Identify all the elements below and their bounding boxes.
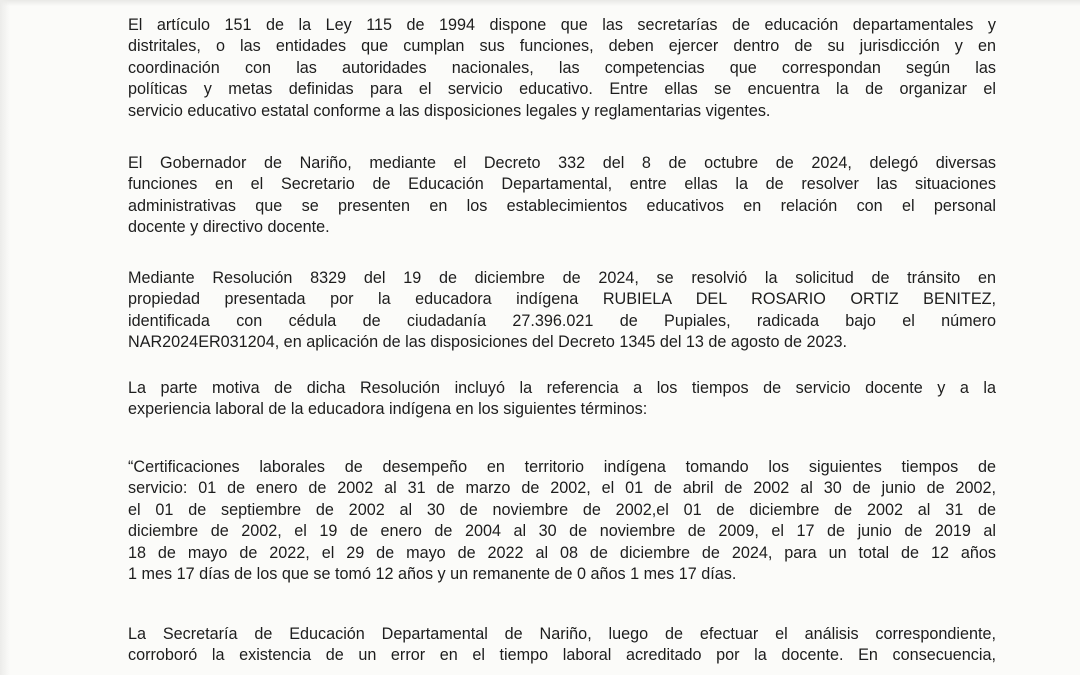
paragraph-ley-115 <box>128 15 996 122</box>
paragraph-decreto-332 <box>128 153 996 239</box>
scan-edge-top <box>0 0 1080 6</box>
text-line: “Certificaciones laborales de desempeño en territorio indígena tomando los siguientes tiempos de <box>128 458 996 476</box>
text-line: El Gobernador de Nariño, mediante el Decreto 332 del 8 de octubre de 2024, delegó diversas <box>128 154 996 172</box>
text-line: el 01 de septiembre de 2002 al 30 de noviembre de 2002,el 01 de diciembre de 2002 al 31 de <box>128 500 996 519</box>
paragraph-secretaria-analisis <box>128 624 996 667</box>
text-line: 1 mes 17 días de los que se tomó 12 años y un remanente de 0 años 1 mes 17 días. <box>128 564 737 583</box>
text-line: políticas y metas definidas para el servicio educativo. Entre ellas se encuentra la de organizar el <box>128 80 996 99</box>
scan-edge-left <box>0 0 10 675</box>
paragraph-cita-certificaciones <box>128 457 996 585</box>
text-line: distritales, o las entidades que cumplan sus funciones, deben ejercer dentro de su jurisdicción y en <box>128 37 996 56</box>
text-line: corroboró la existencia de un error en el tiempo laboral acreditado por la docente. En consecuencia, <box>128 646 996 665</box>
text-line: diciembre de 2002, el 19 de enero de 2004 al 30 de noviembre de 2009, el 17 de junio de 2019 al <box>128 522 996 541</box>
text-line: servicio educativo estatal conforme a las disposiciones legales y reglamentarias vigentes. <box>128 101 771 120</box>
text-line: identificada con cédula de ciudadanía 27.396.021 de Pupiales, radicada bajo el número <box>128 311 996 330</box>
paragraph-parte-motiva <box>128 378 996 421</box>
text-line: NAR2024ER031204, en aplicación de las disposiciones del Decreto 1345 del 13 de agosto de 2023. <box>128 333 848 352</box>
text-line: docente y directivo docente. <box>128 218 330 237</box>
text-line: 18 de mayo de 2022, el 29 de mayo de 2022 al 08 de diciembre de 2024, para un total de 12 años <box>128 543 996 562</box>
text-line: propiedad presentada por la educadora indígena RUBIELA DEL ROSARIO ORTIZ BENITEZ, <box>128 290 996 309</box>
text-line: coordinación con las autoridades nacionales, las competencias que correspondan según las <box>128 58 996 77</box>
text-line: experiencia laboral de la educadora indígena en los siguientes términos: <box>128 400 648 419</box>
text-line: Mediante Resolución 8329 del 19 de diciembre de 2024, se resolvió la solicitud de tránsito en <box>128 269 996 287</box>
text-line: administrativas que se presenten en los establecimientos educativos en relación con el personal <box>128 196 996 215</box>
text-line: El artículo 151 de la Ley 115 de 1994 dispone que las secretarías de educación departamentales y <box>128 16 996 34</box>
paragraph-resolucion-8329 <box>128 268 996 354</box>
text-line: funciones en el Secretario de Educación Departamental, entre ellas la de resolver las situaciones <box>128 175 996 194</box>
text-line: servicio: 01 de enero de 2002 al 31 de marzo de 2002, el 01 de abril de 2002 al 30 de junio de 2002, <box>128 479 996 498</box>
text-line: La parte motiva de dicha Resolución incluyó la referencia a los tiempos de servicio docente y a la <box>128 379 996 397</box>
text-line: La Secretaría de Educación Departamental de Nariño, luego de efectuar el análisis correspondiente, <box>128 625 996 643</box>
